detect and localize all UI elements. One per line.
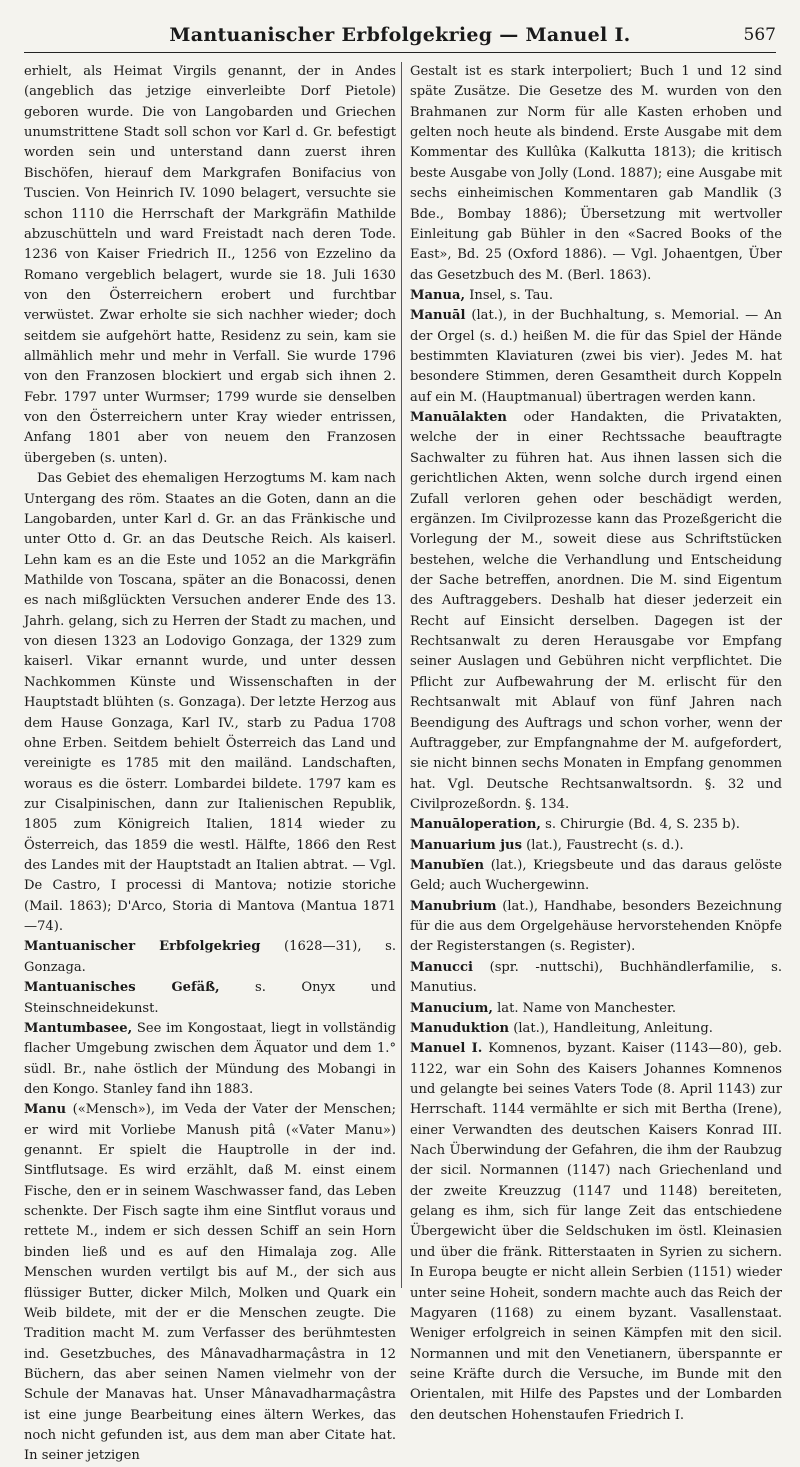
entry-text: (spr. -nuttschi), Buchhändlerfamilie, s. Manutius. [410, 959, 782, 996]
entry-manu [24, 1100, 396, 1466]
entry-mantumbasee [24, 1019, 396, 1100]
entry-manuel-i [410, 1039, 782, 1426]
headword: Manucci [410, 959, 473, 975]
entry-text: («Mensch»), im Veda der Vater der Menschen; er wird mit Vorliebe Manush pitâ («Vater Manu») genannt. Er spielt die Hauptrolle in der ind. Sintflutsage. Es wird erzählt, daß M. einst einem Fische, den er in seinem Waschwasser fand, das Leben schenkte. Der Fisch sagte ihm eine Sintflut voraus und rettete M., indem er sich dessen Schiff an sein Horn binden ließ und es auf den Himalaja zog. Alle Menschen wurden vertilgt bis auf M., der sich aus flüssiger Butter, dicker Milch, Molken und Quark ein Weib bildete, mit der er die Menschen zeugte. Die Tradition macht M. zum Verfasser des berühmtesten ind. Gesetzbuches, des Mânavadharmaçâstra in 12 Büchern, das aber seinen Namen vielmehr von der Schule der Manavas hat. Unser Mânavadharmaçâstra ist eine junge Bearbeitung eines ältern Werkes, das noch nicht gefunden ist, aus dem man aber Citate hat. In seiner jetzigen [24, 1102, 396, 1464]
entry-text: oder Handakten, die Privatakten, welche der in einer Rechtssache beauftragte Sachwalter zu führen hat. Aus ihnen lassen sich die gerichtlichen Akten, wenn solche durch irgend einen Zufall verloren gehen oder beschädigt werden, ergänzen. Im Civilprozesse kann das Prozeßgericht die Vorlegung der M., soweit diese aus Schriftstücken bestehen, welche die Verhandlung und Entscheidung der Sache betreffen, anordnen. Die M. sind Eigentum des Auftraggebers. Deshalb hat dieser jederzeit ein Recht auf Einsicht derselben. Dagegen ist der Rechtsanwalt zu deren Herausgabe vor Empfang seiner Auslagen und Gebühren nicht verpflichtet. Die Pflicht zur Aufbewahrung der M. erlischt für den Rechtsanwalt mit Ablauf von fünf Jahren nach Beendigung des Auftrags und schon vorher, wenn der Auftraggeber, zur Empfangnahme der M. aufgefordert, sie nicht binnen sechs Monaten in Empfang genommen hat. Vgl. Deutsche Rechtsanwaltsordn. §. 32 und Civilprozeßordn. §. 134. [410, 410, 782, 812]
headword: Manuel I. [410, 1041, 483, 1057]
entry-manual [410, 306, 782, 408]
duchy-history-paragraph: Das Gebiet des ehemaligen Herzogtums M. kam nach Untergang des röm. Staates an die Goten, dann an die Langobarden, unter Karl d. Gr. an das Fränkische und unter Otto d. Gr. an das Deutsche Reich. Als kaiserl. Lehn kam es an die Este und 1052 an die Markgräfin Mathilde von Toscana, später an die Bonacossi, denen es nach mißglückten Versuchen anderer Ende des 13. Jahrh. gelang, sich zu Herren der Stadt zu machen, und von diesen 1323 an Lodovigo Gonzaga, der 1329 zum kaiserl. Vikar ernannt wurde, und unter dessen Nachkommen Künste und Wissenschaften in der Hauptstadt blühten (s. Gonzaga). Der letzte Herzog aus dem Hause Gonzaga, Karl IV., starb zu Padua 1708 ohne Erben. Seitdem behielt Österreich das Land und vereinigte es 1785 mit den mailänd. Landschaften, woraus es die österr. Lombardei bildete. 1797 kam es zur Cisalpinischen, dann zur Italienischen Republik, 1805 zum Königreich Italien, 1814 wieder zu Österreich, das 1859 die westl. Hälfte, 1866 den Rest des Landes mit der Hauptstadt an Italien abtrat. — Vgl. De Castro, I processi di Mantova; notizie storiche (Mail. 1863); D'Arco, Storia di Mantova (Mantua 1871—74). [24, 471, 396, 935]
entry-text: (lat.), in der Buchhaltung, s. Memorial. — An der Orgel (s. d.) heißen M. die für das Spiel der Hände bestimmten Klaviaturen (zwei bis vier). Jedes M. hat besondere Stimmen, deren Gesamtheit durch Koppeln auf ein M. (Hauptmanual) übertragen werden kann. [410, 308, 782, 405]
entry-manuarium-jus [410, 836, 782, 856]
headword: Mantuanischer Erbfolgekrieg [24, 939, 261, 955]
column-rule [401, 62, 402, 1288]
entry-manubrium [410, 897, 782, 958]
headword: Manu [24, 1102, 67, 1118]
headword: Mantuanisches Gefäß, [24, 980, 220, 996]
entry-manualakten [410, 408, 782, 815]
entry-text: See im Kongostaat, liegt in vollständig flacher Umgebung zwischen dem Äquator und dem 1.° südl. Br., nahe östlich der Mündung des Mobangi in den Kongo. Stanley fand ihn 1883. [24, 1020, 396, 1097]
headword: Manuālakten [410, 410, 507, 426]
entry-text: (lat.), Kriegsbeute und das daraus gelöste Geld; auch Wuchergewinn. [410, 858, 782, 894]
headword: Manuarium jus [410, 837, 522, 853]
entry-text: s. Onyx und Steinschneidekunst. [24, 980, 397, 1016]
entry-text: Insel, s. Tau. [469, 287, 553, 303]
entry-manucium [410, 999, 782, 1019]
running-head: Mantuanischer Erbfolgekrieg — Manuel I. [169, 24, 631, 46]
entry-manubien [410, 856, 782, 897]
entry-text: lat. Name von Manchester. [497, 1000, 676, 1016]
headword: Manuduktion [410, 1020, 510, 1036]
headword: Manubĭen [410, 858, 484, 874]
entry-manualoperation [410, 815, 782, 835]
entry-erbfolgekrieg [24, 937, 396, 978]
headword: Manubrium [410, 898, 497, 914]
entry-text: s. Chirurgie (Bd. 4, S. 235 b). [545, 817, 740, 833]
headword: Manua, [410, 287, 466, 303]
page-number: 567 [743, 25, 776, 45]
headword: Mantumbasee, [24, 1020, 133, 1036]
entry-text: Komnenos, byzant. Kaiser (1143—80), geb. 1122, war ein Sohn des Kaisers Johannes Komnenos und gelangte bei seines Vaters Tode (8. April 1143) zur Herrschaft. 1144 vermählte er sich mit Bertha (Irene), einer Verwandten des deutschen Kaisers Konrad III. Nach Überwindung der Gefahren, die ihm der Raubzug der sicil. Normannen (1147) nach Griechenland und der zweite Kreuzzug (1147 und 1148) bereiteten, gelang es ihm, sich für lange Zeit das entschiedene Übergewicht über die Seldschuken im östl. Kleinasien und über die fränk. Ritterstaaten in Syrien zu sichern. In Europa beugte er nicht allein Serbien (1151) wieder unter seine Hoheit, sondern machte auch das Reich der Magyaren (1168) zu einem byzant. Vasallenstaat. Weniger erfolgreich in seinen Kämpfen mit den sicil. Normannen und mit den Venetianern, überspannte er seine Kräfte durch die Versuche, im Bunde mit den Orientalen, mit Hilfe des Papstes und der Lombarden den deutschen Hohenstaufen Friedrich I. [410, 1041, 782, 1423]
entry-text: (lat.), Handhabe, besonders Bezeichnung für die aus dem Orgelgehäuse hervorstehenden Knöpfe der Registerstangen (s. Register). [410, 898, 782, 955]
page-header [24, 22, 776, 53]
entry-manua [410, 286, 782, 306]
manu-continuation: Gestalt ist es stark interpoliert; Buch 1 und 12 sind späte Zusätze. Die Gesetze des M. wurden von den Brahmanen zur Norm für alle Kasten erhoben und gelten noch heute als bindend. Erste Ausgabe mit dem Kommentar des Kullûka (Kalkutta 1813); die kritisch beste Ausgabe von Jolly (Lond. 1887); eine Ausgabe mit sechs einheimischen Kommentaren gab Mandlik (3 Bde., Bombay 1886); Übersetzung mit wertvoller Einleitung gab Bühler in den «Sacred Books of the East», Bd. 25 (Oxford 1886). — Vgl. Johaentgen, Über das Gesetzbuch des M. (Berl. 1863). [410, 64, 782, 283]
entry-gefaess [24, 978, 396, 1019]
left-column [24, 62, 397, 1464]
entry-text: (lat.), Handleitung, Anleitung. [513, 1020, 713, 1036]
entry-text: (lat.), Faustrecht (s. d.). [526, 837, 684, 853]
headword: Manuāloperation, [410, 817, 541, 833]
entry-manuduktion [410, 1019, 782, 1039]
mantua-history-paragraph: erhielt, als Heimat Virgils genannt, der in Andes (angeblich das jetzige einverleibte Dorf Pietole) geboren wurde. Die von Langobarden und Griechen unumstrittene Stadt soll schon vor Karl d. Gr. befestigt worden sein und unterstand dann zuerst ihren Bischöfen, hierauf dem Markgrafen Bonifacius von Tuscien. Von Heinrich IV. 1090 belagert, versuchte sie schon 1110 die Herrschaft der Markgräfin Mathilde abzuschütteln und ward Freistadt nach deren Tode. 1236 von Kaiser Friedrich II., 1256 von Ezzelino da Romano vergeblich belagert, wurde sie 18. Juli 1630 von den Österreichern erobert und furchtbar verwüstet. Zwar erholte sie sich nachher wieder; doch seitdem sie aufgehört hatte, Residenz zu sein, kam sie allmählich mehr und mehr in Verfall. Sie wurde 1796 von den Franzosen blockiert und ergab sich ihnen 2. Febr. 1797 unter Wurmser; 1799 wurde sie denselben von den Österreichern unter Kray wieder entrissen, Anfang 1801 aber von neuem den Franzosen übergeben (s. unten). [24, 64, 396, 466]
headword: Manucium, [410, 1000, 493, 1016]
entry-text: (1628—31), s. Gonzaga. [24, 939, 396, 975]
right-column [410, 62, 782, 1423]
headword: Manuāl [410, 308, 466, 324]
entry-manucci [410, 958, 782, 999]
